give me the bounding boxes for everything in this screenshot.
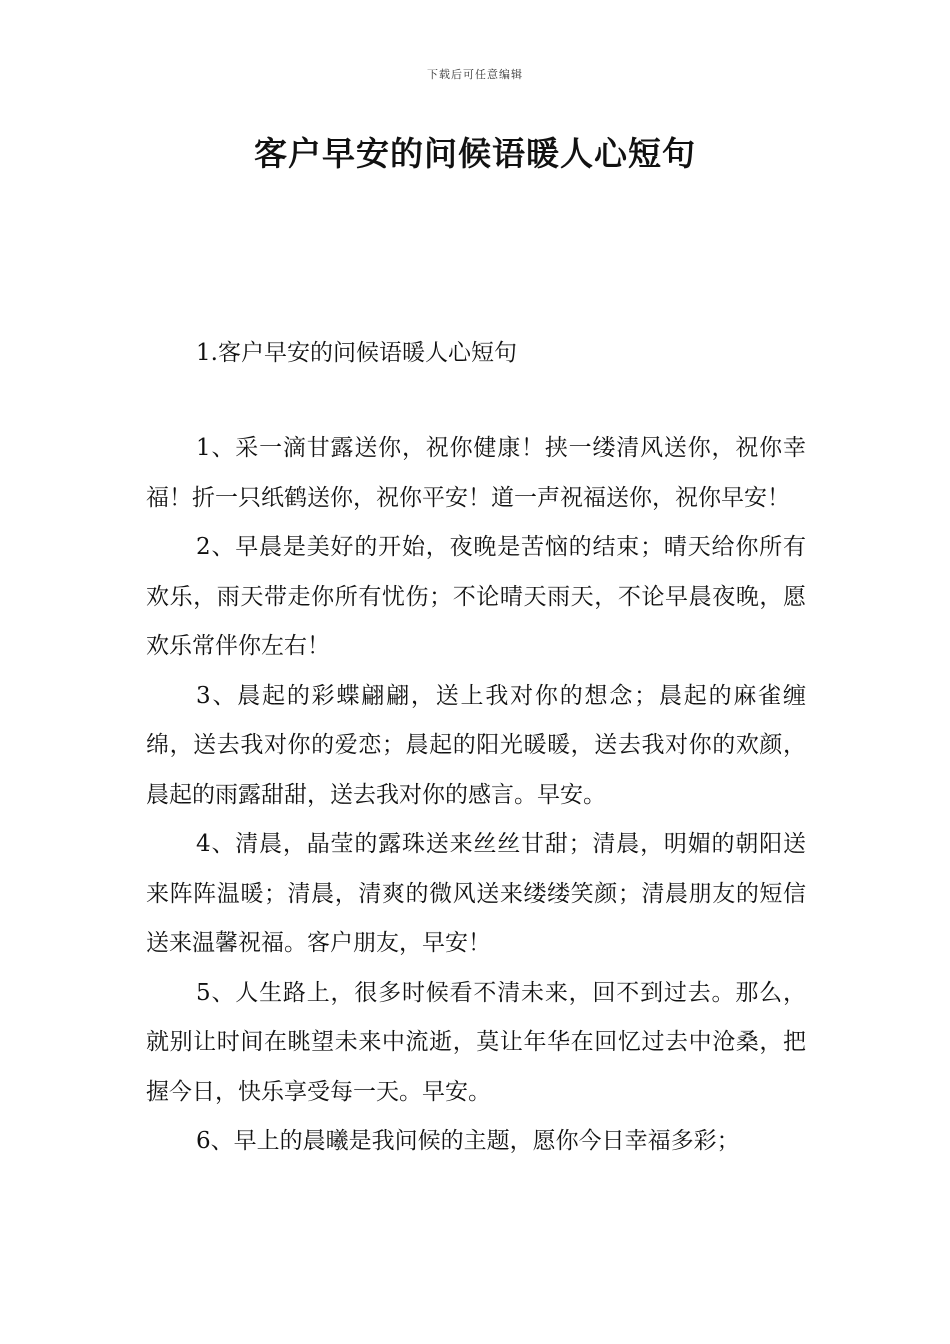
paragraph-2: 2、早晨是美好的开始，夜晚是苦恼的结束；晴天给你所有欢乐，雨天带走你所有忧伤；不论晴天雨天，不论早晨夜晚，愿欢乐常伴你左右！ xyxy=(146,534,806,659)
paragraph-1: 1、采一滴甘露送你，祝你健康！挟一缕清风送你，祝你幸福！折一只纸鹤送你，祝你平安！道一声祝福送你，祝你早安！ xyxy=(146,435,806,511)
section-heading: 1.客户早安的问候语暖人心短句 xyxy=(196,340,517,366)
paragraph-6: 6、早上的晨曦是我问候的主题，愿你今日幸福多彩； xyxy=(196,1128,740,1154)
paragraph-3: 3、晨起的彩蝶翩翩，送上我对你的想念；晨起的麻雀缠绵，送去我对你的爱恋；晨起的阳光暖暖，送去我对你的欢颜，晨起的雨露甜甜，送去我对你的感言。早安。 xyxy=(146,682,806,808)
paragraph-4: 4、清晨，晶莹的露珠送来丝丝甘甜；清晨，明媚的朝阳送来阵阵温暖；清晨，清爽的微风送来缕缕笑颜；清晨朋友的短信送来温馨祝福。客户朋友，早安！ xyxy=(146,831,806,956)
paragraph-5: 5、人生路上，很多时候看不清未来，回不到过去。那么，就别让时间在眺望未来中流逝，莫让年华在回忆过去中沧桑，把握今日，快乐享受每一天。早安。 xyxy=(146,979,806,1105)
document-title: 客户早安的问候语暖人心短句 xyxy=(254,134,696,173)
header-note: 下载后可任意编辑 xyxy=(427,68,523,81)
body-text xyxy=(146,424,806,1167)
